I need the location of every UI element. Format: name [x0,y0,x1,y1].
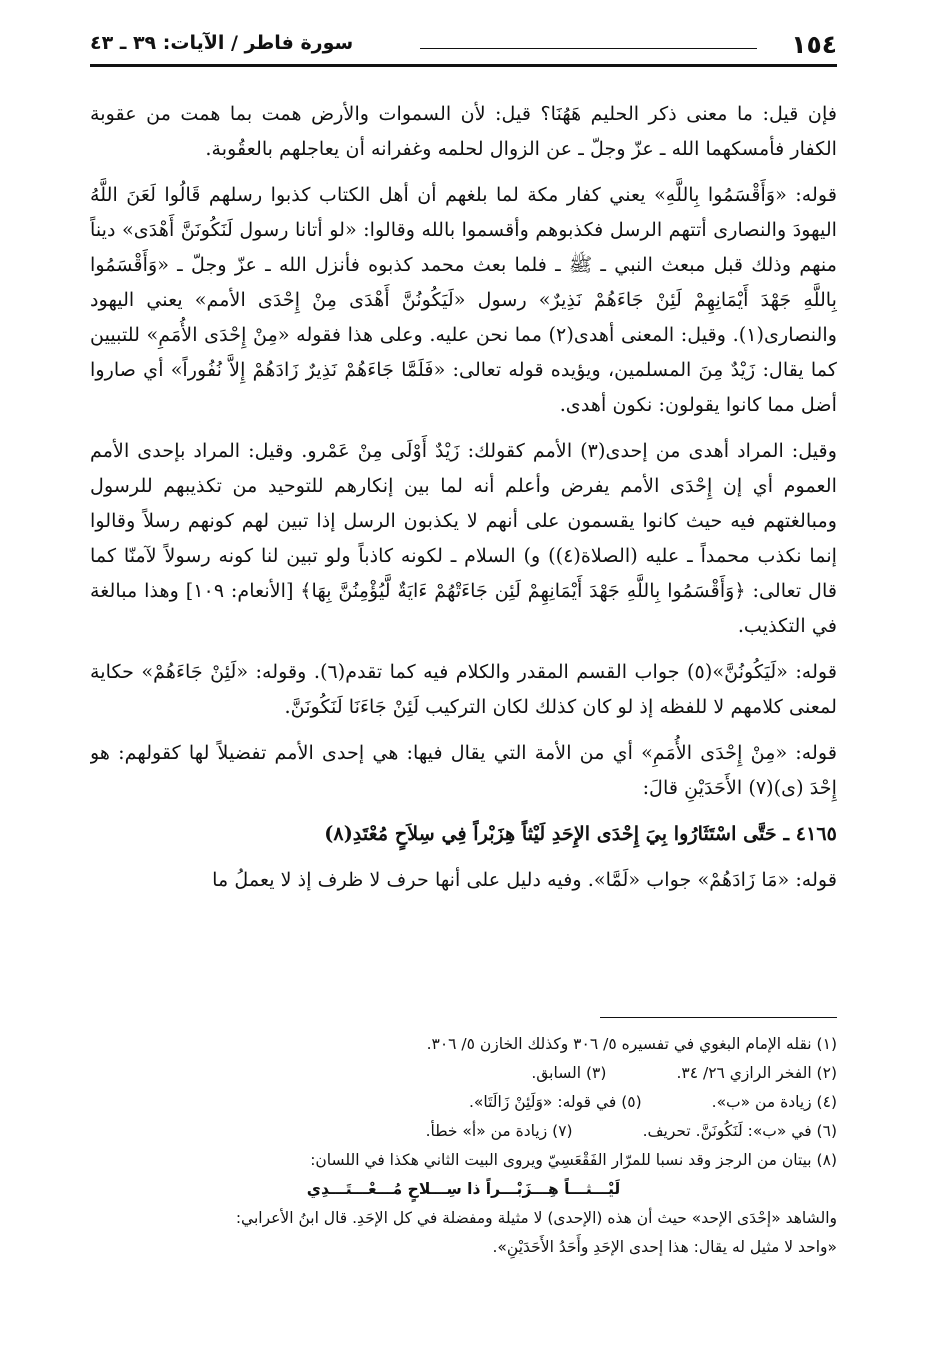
footnote: (٣) السابق. [531,1064,607,1082]
footnote: (٤) زيادة من «ب». [711,1093,837,1111]
paragraph: قوله: «مَا زَادَهُمْ» جواب «لَمَّا». وفيه دليل على أنها حرف لا ظرف إذ لا يعملُ ما [212,868,837,891]
header-rule [90,64,837,67]
paragraph: قوله: «لَيَكُونُنَّ»(٥) جواب القسم المقدر والكلام فيه كما تقدم(٦). وقوله: «لَئِنْ جَاءَهُمْ» حكاية لمعنى كلامهم لا للفظه إذ لو كان كذلك لكان التركيب لَئِنْ جَاءَنَا لَنَكُونَنَّ. [90,660,837,718]
footnote: (١) نقله الإمام البغوي في تفسيره ٥/ ٣٠٦ وكذلك الخازن ٥/ ٣٠٦. [426,1035,837,1053]
running-title: سورة فاطر / الآيات: ٣٩ ـ ٤٣ [90,32,354,54]
footnote-row [90,1088,837,1117]
footnote-text: والشاهد «إحْدَى الإحد» حيث أن هذه (الإحدى) لا مثيلة ومفضلة في كل الإحَدِ. قال ابنُ الأعرابي: [235,1209,837,1227]
main-text [90,96,837,966]
footnote: (٧) زيادة من «أ» خطأ. [425,1122,573,1140]
paragraph: قوله: «مِنْ إِحْدَى الأُمَمِ» أي من الأمة التي يقال فيها: هي إحدى الأمم تفضيلاً لها كقولهم: هو إِحْدَ (ى)(٧) الأَحَدَيْنِ قالَ: [90,741,837,799]
page-number: ١٥٤ [791,30,837,59]
footnote-text: «واحد لا مثيل له يقال: هذا إحدى الإحَدِ وأَحَدُ الأَحَدَيْنِ». [492,1238,837,1256]
footnote-poem: لَيْـــثـــاً هِـــزَبْـــراً ذا سِـــلاحٍ مُـــعْـــتَـــدِي [306,1180,621,1198]
footnote: (٦) في «ب»: لَنَكُونَنَّ. تحريف. [642,1122,837,1140]
paragraph: قوله: «وَأَقْسَمُوا بِاللَّهِ» يعني كفار مكة لما بلغهم أن أهل الكتاب كذبوا رسلهم قَالُوا لَعَنَ اللَّهُ اليهودَ والنصارى أتتهم الرسل فكذبوهم وأقسموا بالله وقالوا: «لو أتانا رسول لَنَكُونَنَّ أَهْدَى» ديناً منهم وذلك قبل مبعث النبي ـ ﷺ ـ فلما بعث محمد كذبوه فأنزل الله ـ عزّ وجلّ ـ «وَأَقْسَمُوا بِاللَّهِ جَهْدَ أَيْمَانِهِمْ لَئِنْ جَاءَهُمْ نَذِيرٌ» رسول «لَيَكُونُنَّ أَهْدَى مِنْ إِحْدَى الأمم» يعني اليهود والنصارى(١). وقيل: المعنى أهدى(٢) مما نحن عليه. وعلى هذا فقوله «مِنْ إِحْدَى الأُمَمِ» للتبيين كما يقال: زَيْدٌ مِنَ المسلمين، ويؤيده قوله تعالى: «فَلَمَّا جَاءَهُمْ نَذِيرٌ زَادَهُمْ إِلاَّ نُفُوراً» أي صاروا أضل مما كانوا يقولون: نكون أهدى. [90,183,837,416]
footnotes [90,1030,837,1330]
footnote-separator [600,1017,837,1018]
paragraph: فإن قيل: ما معنى ذكر الحليم هَهُنَا؟ قيل: لأن السموات والأرض همت بما همت من عقوبة الكفار فأمسكهما الله ـ عزّ وجلّ ـ عن الزوال لحلمه وغفرانه أن يعاجلهم بالعقُوبة. [90,102,837,160]
footnote: (٨) بيتان من الرجز وقد نسبا للمرّار الفَقْعَسِيّ ويروى البيت الثاني هكذا في اللسان: [310,1151,837,1169]
poetry-verse: ٤١٦٥ ـ حَتَّى اسْتَثَارُوا بِيَ إِحْدَى الإِحَدِ لَيْثاً هِزَبْراً فِي سِلاَحٍ مُعْتَدِ(٨) [324,822,837,845]
paragraph: وقيل: المراد أهدى من إحدى(٣) الأمم كقولك: زَيْدٌ أَوْلَى مِنْ عَمْرو. وقيل: المراد بإحدى الأمم العموم أي إن إِحْدَى الأمم يفرض وأعلم أنه لما بين إنكارهم للتوحيد من تكذيبهم للرسول ومبالغتهم فيه حيث كانوا يقسمون على أنهم لا يكذبون الرسل إذا تبين لهم كونهم رسلاً وقالوا إنما نكذب محمداً ـ عليه (الصلاة(٤)) و) السلام ـ لكونه كاذباً ولو تبين لنا كونه رسولاً لآمنّا كما قال تعالى: ﴿وَأَقْسَمُوا بِاللَّهِ جَهْدَ أَيْمَانِهِمْ لَئِن جَاءَتْهُمْ ءَايَةٌ لَّيُؤْمِنُنَّ بِهَا﴾ [الأنعام: ١٠٩] وهذا مبالغة في التكذيب. [90,439,837,637]
footnote: (٥) في قوله: «وَلَئِنْ زَالَتَا». [469,1093,642,1111]
footnote-row [90,1059,837,1088]
page-header [90,30,837,60]
footnote-row [90,1117,837,1146]
header-dash-line [420,48,757,49]
footnote: (٢) الفخر الرازي ٢٦/ ٣٤. [676,1064,837,1082]
